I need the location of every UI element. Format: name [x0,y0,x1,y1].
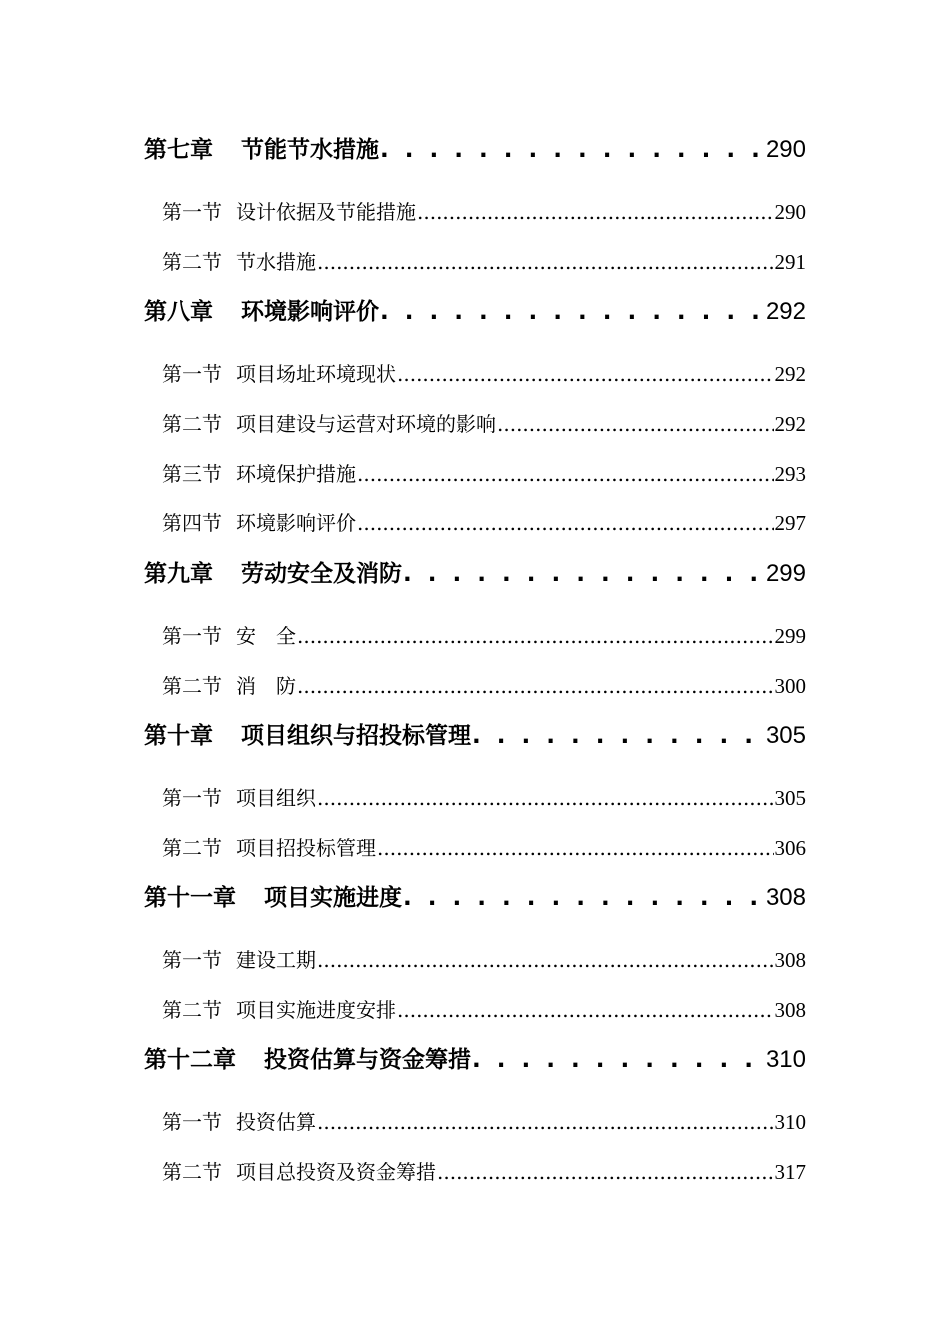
toc-chapter-10[interactable] [144,719,806,753]
chapter-title: 节能节水措施 [241,137,379,163]
chapter-label: 第十章 [144,723,213,749]
dot-leader [497,409,774,439]
dot-leader [417,197,774,227]
toc-section[interactable] [162,197,806,227]
page-number: 308 [765,884,806,911]
page-number: 308 [774,948,806,972]
page-number: 290 [774,200,806,224]
dot-leader [472,1043,765,1077]
chapter-title: 项目组织与招投标管理 [241,723,471,749]
toc-section[interactable] [162,621,806,651]
dot-leader [403,557,765,591]
chapter-label: 第八章 [144,299,213,325]
toc-section[interactable] [162,247,806,277]
toc-chapter-7[interactable] [144,133,806,167]
section-label: 第一节 [162,786,222,810]
chapter-label: 第九章 [144,561,213,587]
section-label: 第一节 [162,948,222,972]
chapter-title: 环境影响评价 [241,299,379,325]
dot-leader [437,1157,774,1187]
page-number: 305 [774,786,806,810]
chapter-title: 项目实施进度 [264,885,402,911]
dot-leader [317,1107,774,1137]
toc-section[interactable] [162,671,806,701]
toc-section[interactable] [162,1157,806,1187]
dot-leader [357,508,774,538]
section-label: 第一节 [162,200,222,224]
page-number: 305 [765,722,806,749]
page-number: 310 [774,1110,806,1134]
dot-leader [297,671,774,701]
dot-leader [317,783,774,813]
section-label: 第二节 [162,250,222,274]
toc-section[interactable] [162,409,806,439]
chapter-title: 劳动安全及消防 [241,561,402,587]
section-label: 第一节 [162,362,222,386]
section-label: 第一节 [162,1110,222,1134]
dot-leader [317,247,774,277]
section-label: 第二节 [162,1160,222,1184]
page-number: 310 [765,1046,806,1073]
dot-leader [357,459,774,489]
toc-section[interactable] [162,359,806,389]
dot-leader [317,945,774,975]
section-title: 项目总投资及资金筹措 [236,1160,436,1184]
chapter-title: 投资估算与资金筹措 [264,1047,471,1073]
dot-leader [472,719,765,753]
section-label: 第一节 [162,624,222,648]
section-title: 设计依据及节能措施 [236,200,416,224]
section-label: 第三节 [162,462,222,486]
dot-leader [403,881,765,915]
toc-chapter-12[interactable] [144,1043,806,1077]
section-title: 项目招投标管理 [236,836,376,860]
dot-leader [380,295,765,329]
section-title: 项目组织 [236,786,316,810]
toc-chapter-11[interactable] [144,881,806,915]
section-label: 第二节 [162,412,222,436]
dot-leader [377,833,774,863]
section-title: 安 全 [236,624,296,648]
toc-section[interactable] [162,783,806,813]
toc-section[interactable] [162,508,806,538]
section-label: 第二节 [162,674,222,698]
chapter-label: 第十二章 [144,1047,236,1073]
page-number: 290 [765,136,806,163]
page-number: 299 [774,624,806,648]
page-number: 292 [774,412,806,436]
dot-leader [397,359,774,389]
section-label: 第二节 [162,998,222,1022]
page-number: 317 [774,1160,806,1184]
page-number: 292 [774,362,806,386]
page-number: 293 [774,462,806,486]
page-number: 297 [774,511,806,535]
page-number: 292 [765,298,806,325]
dot-leader [380,133,765,167]
section-label: 第二节 [162,836,222,860]
section-title: 建设工期 [236,948,316,972]
section-title: 环境保护措施 [236,462,356,486]
toc-section[interactable] [162,945,806,975]
page-number: 306 [774,836,806,860]
page-number: 308 [774,998,806,1022]
toc-section[interactable] [162,995,806,1025]
toc-section[interactable] [162,1107,806,1137]
chapter-label: 第七章 [144,137,213,163]
chapter-label: 第十一章 [144,885,236,911]
toc-chapter-9[interactable] [144,557,806,591]
section-title: 项目建设与运营对环境的影响 [236,412,496,436]
toc-chapter-8[interactable] [144,295,806,329]
page-number: 300 [774,674,806,698]
dot-leader [297,621,774,651]
section-title: 项目场址环境现状 [236,362,396,386]
toc-section[interactable] [162,459,806,489]
dot-leader [397,995,774,1025]
page-number: 299 [765,560,806,587]
section-label: 第四节 [162,511,222,535]
page-number: 291 [774,250,806,274]
section-title: 项目实施进度安排 [236,998,396,1022]
section-title: 节水措施 [236,250,316,274]
section-title: 消 防 [236,674,296,698]
section-title: 环境影响评价 [236,511,356,535]
toc-section[interactable] [162,833,806,863]
section-title: 投资估算 [236,1110,316,1134]
